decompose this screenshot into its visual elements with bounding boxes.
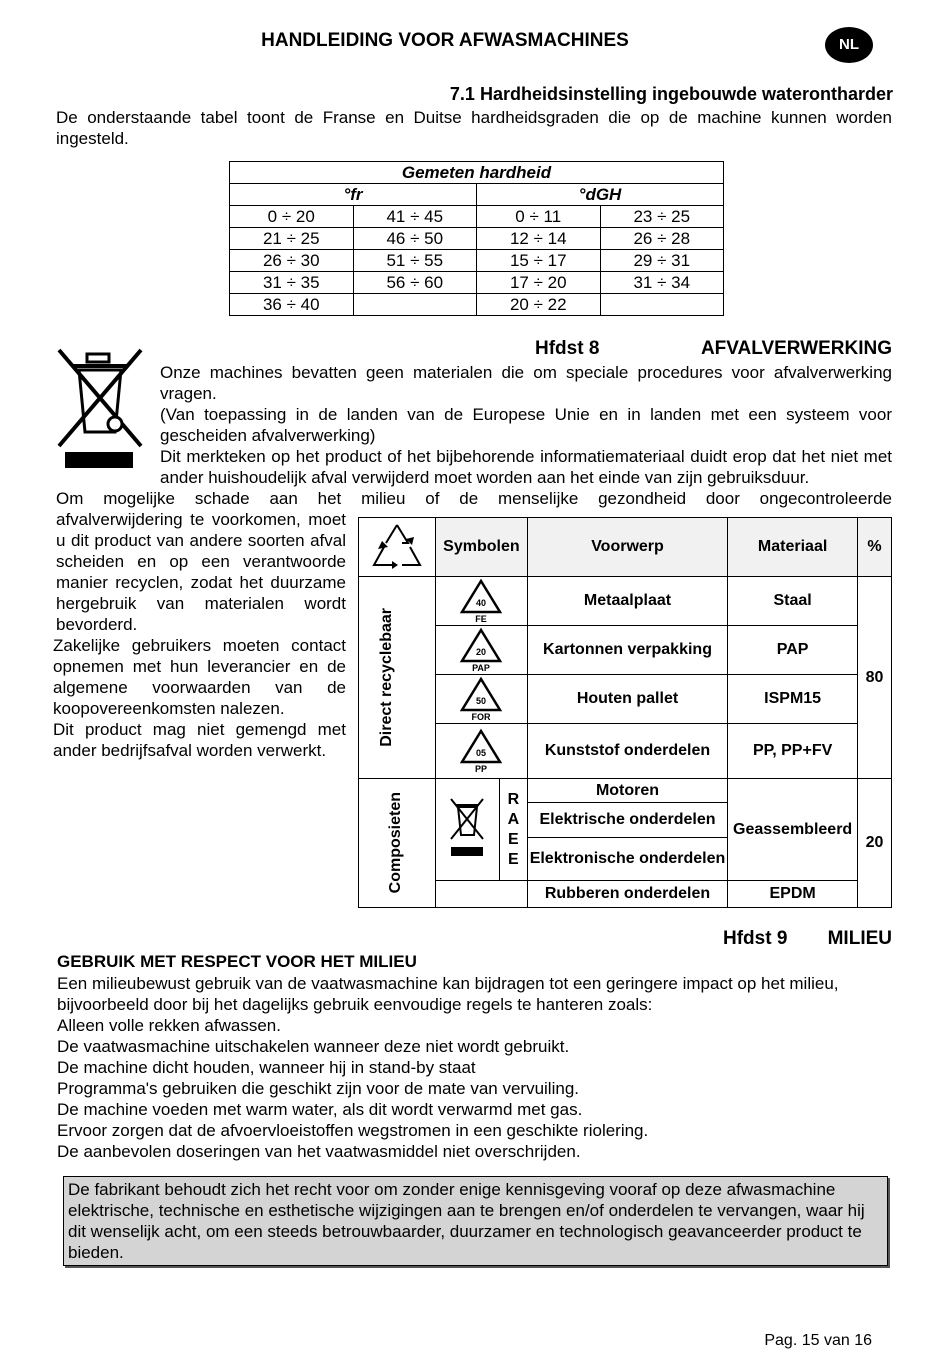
recycle-code-icon (435, 577, 527, 626)
tip-item: Ervoor zorgen dat de afvoervloeistoffen wegstromen in een geschikte riolering. (57, 1121, 649, 1140)
hardness-cell (600, 294, 724, 316)
object-cell: Kunststof onderdelen (527, 724, 727, 779)
hardness-cell: 23 ÷ 25 (600, 206, 724, 228)
hardness-cell: 41 ÷ 45 (353, 206, 477, 228)
tip-item: De machine voeden met warm water, als dit wordt verwarmd met gas. (57, 1100, 583, 1119)
hardness-cell: 0 ÷ 11 (477, 206, 601, 228)
hardness-cell: 26 ÷ 30 (230, 250, 354, 272)
svg-text:FOR: FOR (471, 712, 491, 722)
raee-letter: E (508, 850, 519, 868)
section-heading-7-1: 7.1 Hardheidsinstelling ingebouwde waterontharder (449, 84, 893, 104)
tip-item: Alleen volle rekken afwassen. (57, 1016, 281, 1035)
tip-item: Programma's gebruiken die geschikt zijn voor de mate van vervuiling. (57, 1079, 579, 1098)
composite-percent-cell: 20 (858, 779, 892, 908)
chapter-9-subheading: GEBRUIK MET RESPECT VOOR HET MILIEU (57, 952, 417, 971)
tip-item: De vaatwasmachine uitschakelen wanneer deze niet wordt gebruikt. (57, 1037, 570, 1056)
material-cell: ISPM15 (728, 675, 858, 724)
crossed-out-bin-icon (435, 779, 499, 881)
hardness-row (230, 206, 724, 228)
chapter-9-tips-list (57, 1015, 893, 1162)
hardness-table-title: Gemeten hardheid (230, 162, 724, 184)
object-cell: Houten pallet (527, 675, 727, 724)
hardness-row (230, 228, 724, 250)
recycle-code-icon (435, 724, 527, 779)
material-cell: EPDM (728, 881, 858, 908)
material-cell: PAP (728, 626, 858, 675)
page-number: Pag. 15 van 16 (764, 1332, 872, 1349)
recycle-header-icon (359, 518, 436, 577)
material-cell: PP, PP+FV (728, 724, 858, 779)
chapter-8-paragraph-5: Zakelijke gebruikers moeten contact opnemen met hun leverancier en de algemene voorwaarden van de koopovereenkomsten nalezen. (53, 636, 346, 718)
object-header: Voorwerp (527, 518, 727, 577)
hardness-cell: 21 ÷ 25 (230, 228, 354, 250)
hardness-cell (353, 294, 477, 316)
svg-text:20: 20 (476, 647, 487, 657)
object-cell: Kartonnen verpakking (527, 626, 727, 675)
unit-dgh-header: °dGH (477, 184, 724, 206)
materials-table (358, 517, 892, 908)
percent-header: % (858, 518, 892, 577)
recycle-code-icon (435, 626, 527, 675)
hardness-cell: 46 ÷ 50 (353, 228, 477, 250)
object-cell: Motoren (527, 779, 727, 803)
manufacturer-notice: De fabrikant behoudt zich het recht voor om zonder enige kennisgeving vooraf op deze afwasmachine elektrische, technische en esthetische wijzigingen aan te brengen en/of onderdelen te vervangen, waar hij dit wenselijk acht, om een steeds betrouwbaarder, duurzamer en technologisch geavanceerder product te bieden. (63, 1176, 888, 1266)
chapter-9-intro: Een milieubewust gebruik van de vaatwasmachine kan bijdragen tot een geringere impact op het milieu, bijvoorbeeld door bij het dagelijks gebruik eenvoudige regels te hanteren zoals: (57, 974, 839, 1014)
chapter-8-number: Hfdst 8 (535, 338, 600, 359)
object-cell: Rubberen onderdelen (527, 881, 727, 908)
chapter-8-paragraph-2: (Van toepassing in de landen van de Europese Unie en in landen met een systeem voor gescheiden afvalverwerking) (160, 405, 892, 445)
material-header: Materiaal (728, 518, 858, 577)
hardness-cell: 20 ÷ 22 (477, 294, 601, 316)
hardness-cell: 17 ÷ 20 (477, 272, 601, 294)
symbols-header: Symbolen (435, 518, 527, 577)
chapter-8-title: AFVALVERWERKING (700, 338, 892, 359)
hardness-cell: 15 ÷ 17 (477, 250, 601, 272)
composite-material-cell: Geassembleerd (728, 779, 858, 881)
hardness-cell: 0 ÷ 20 (230, 206, 354, 228)
direct-percent-cell: 80 (858, 577, 892, 779)
chapter-8-paragraph-1: Onze machines bevatten geen materialen die om speciale procedures voor afvalverwerking vragen. (160, 363, 892, 403)
chapter-8-paragraph-4: afvalverwijdering te voorkomen, moet u dit product van andere soorten afval scheiden en op een verantwoorde manier recyclen, zodat het duurzame hergebruik van materialen wordt bevorderd. (56, 510, 346, 634)
svg-text:FE: FE (475, 614, 488, 624)
unit-fr-header: °fr (230, 184, 477, 206)
hardness-cell: 51 ÷ 55 (353, 250, 477, 272)
tip-item: De aanbevolen doseringen van het vaatwasmiddel niet overschrijden. (57, 1142, 581, 1161)
raee-letter: E (508, 830, 519, 848)
hardness-cell: 31 ÷ 34 (600, 272, 724, 294)
language-badge: NL (825, 27, 873, 63)
hardness-cell: 12 ÷ 14 (477, 228, 601, 250)
crossed-out-bin-icon (55, 346, 147, 472)
hardness-table (229, 161, 724, 316)
object-cell: Elektronische onderdelen (527, 838, 727, 881)
object-cell: Elektrische onderdelen (527, 803, 727, 838)
hardness-cell: 29 ÷ 31 (600, 250, 724, 272)
svg-text:PAP: PAP (472, 663, 491, 673)
svg-text:05: 05 (476, 748, 487, 758)
chapter-8-paragraph-4-line-1: Om mogelijke schade aan het milieu of de menselijke gezondheid door ongecontroleerde (56, 489, 892, 508)
hardness-cell: 31 ÷ 35 (230, 272, 354, 294)
tip-item: De machine dicht houden, wanneer hij in stand-by staat (57, 1058, 476, 1077)
document-title: HANDLEIDING VOOR AFWASMACHINES (261, 30, 629, 51)
raee-letter: R (507, 790, 520, 808)
hardness-row (230, 250, 724, 272)
chapter-8-paragraph-3: Dit merkteken op het product of het bijbehorende informatiemateriaal duidt erop dat het niet met ander huishoudelijk afval verwijderd moet worden aan het einde van zijn gebruiksduur. (160, 447, 892, 487)
hardness-row (230, 294, 724, 316)
section-7-1-intro: De onderstaande tabel toont de Franse en Duitse hardheidsgraden die op de machine kunnen worden ingesteld. (56, 108, 892, 148)
direct-recyclable-label: Direct recyclebaar (377, 608, 395, 747)
chapter-8-paragraph-6: Dit product mag niet gemengd met ander bedrijfsafval worden verwerkt. (53, 720, 346, 760)
object-cell: Metaalplaat (527, 577, 727, 626)
svg-text:PP: PP (475, 764, 488, 774)
chapter-9-title: MILIEU (827, 928, 892, 949)
recycle-code-icon (435, 675, 527, 724)
svg-text:50: 50 (476, 696, 487, 706)
svg-text:40: 40 (476, 598, 487, 608)
hardness-cell: 26 ÷ 28 (600, 228, 724, 250)
raee-letter: A (507, 810, 520, 828)
composites-label: Composieten (386, 792, 404, 894)
hardness-row (230, 272, 724, 294)
chapter-9-number: Hfdst 9 (723, 928, 788, 949)
material-cell: Staal (728, 577, 858, 626)
hardness-cell: 36 ÷ 40 (230, 294, 354, 316)
hardness-cell: 56 ÷ 60 (353, 272, 477, 294)
